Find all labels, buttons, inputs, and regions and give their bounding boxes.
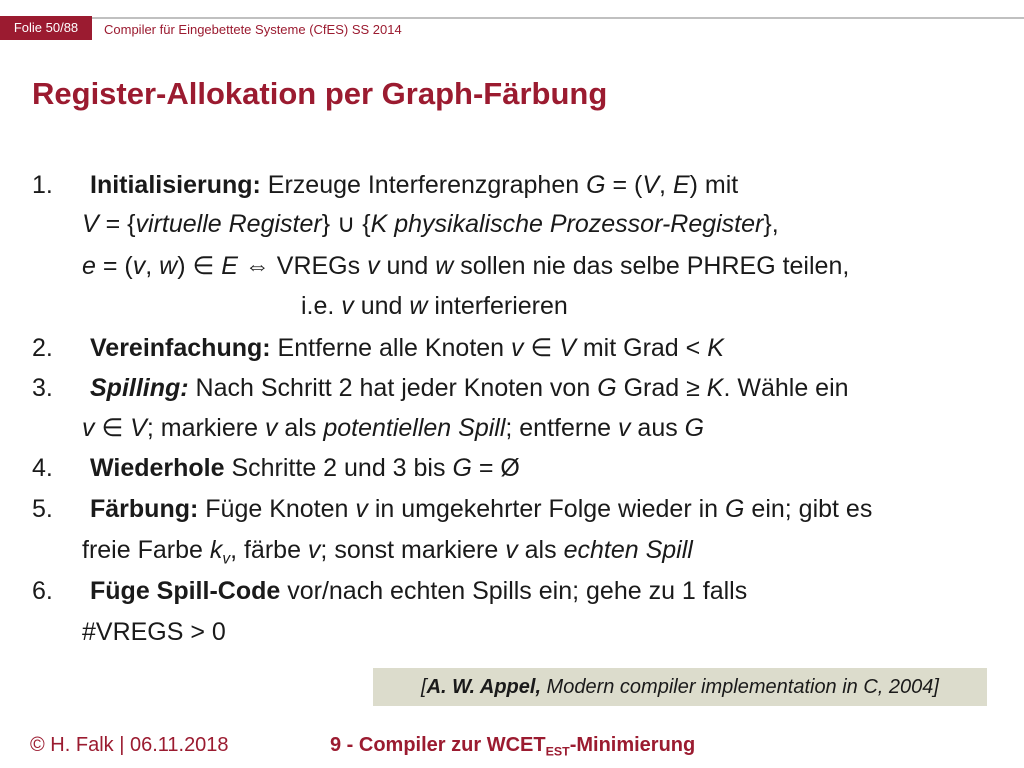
item-text: e = (v, w) ∈ E ⇔ VREGs v und w sollen nie das selbe PHREG teilen, bbox=[82, 252, 850, 280]
item-text: Wiederhole Schritte 2 und 3 bis G = Ø bbox=[90, 454, 520, 482]
item-number: 4. bbox=[32, 454, 53, 482]
course-title: Compiler für Eingebettete Systeme (CfES) SS 2014 bbox=[104, 22, 402, 37]
item-text: Füge Spill-Code vor/nach echten Spills ein; gehe zu 1 falls bbox=[90, 577, 748, 605]
footer-chapter-title: 9 - Compiler zur $WCET_{EST}$-Minimierung bbox=[330, 734, 696, 759]
item-text: #VREGS > 0 bbox=[82, 618, 226, 646]
item-text: Färbung: Füge Knoten v in umgekehrter Folge wieder in G ein; gibt es bbox=[90, 495, 873, 523]
slide-title: Register-Allokation per Graph-Färbung bbox=[32, 76, 608, 111]
item-text: Initialisierung: Erzeuge Interferenzgraphen G = (V, E) mit bbox=[90, 171, 739, 199]
item-text: Spilling: Nach Schritt 2 hat jeder Knoten von G Grad ≥ K. Wähle ein bbox=[90, 374, 849, 402]
footer-author-date: © H. Falk | 06.11.2018 bbox=[30, 734, 229, 756]
slide-number-badge: Folie 50/88 bbox=[0, 16, 92, 40]
item-text: freie Farbe $k_v$, färbe v; sonst markiere v als echten Spill bbox=[82, 536, 693, 568]
item-number: 5. bbox=[32, 495, 53, 523]
item-text: i.e. v und w interferieren bbox=[301, 292, 568, 320]
item-text: v ∈ V; markiere v als potentiellen Spill; entferne v aus G bbox=[82, 414, 705, 442]
item-number: 6. bbox=[32, 577, 53, 605]
item-text: V = {virtuelle Register} ∪ {K physikalische Prozessor-Register}, bbox=[82, 210, 779, 238]
item-number: 2. bbox=[32, 334, 53, 362]
item-number: 3. bbox=[32, 374, 53, 402]
header-rule bbox=[0, 17, 1024, 19]
citation-box: [A. W. Appel, Modern compiler implementation in C, 2004] bbox=[373, 668, 987, 706]
item-text: Vereinfachung: Entferne alle Knoten v ∈ V mit Grad < K bbox=[90, 334, 724, 362]
item-number: 1. bbox=[32, 171, 53, 199]
